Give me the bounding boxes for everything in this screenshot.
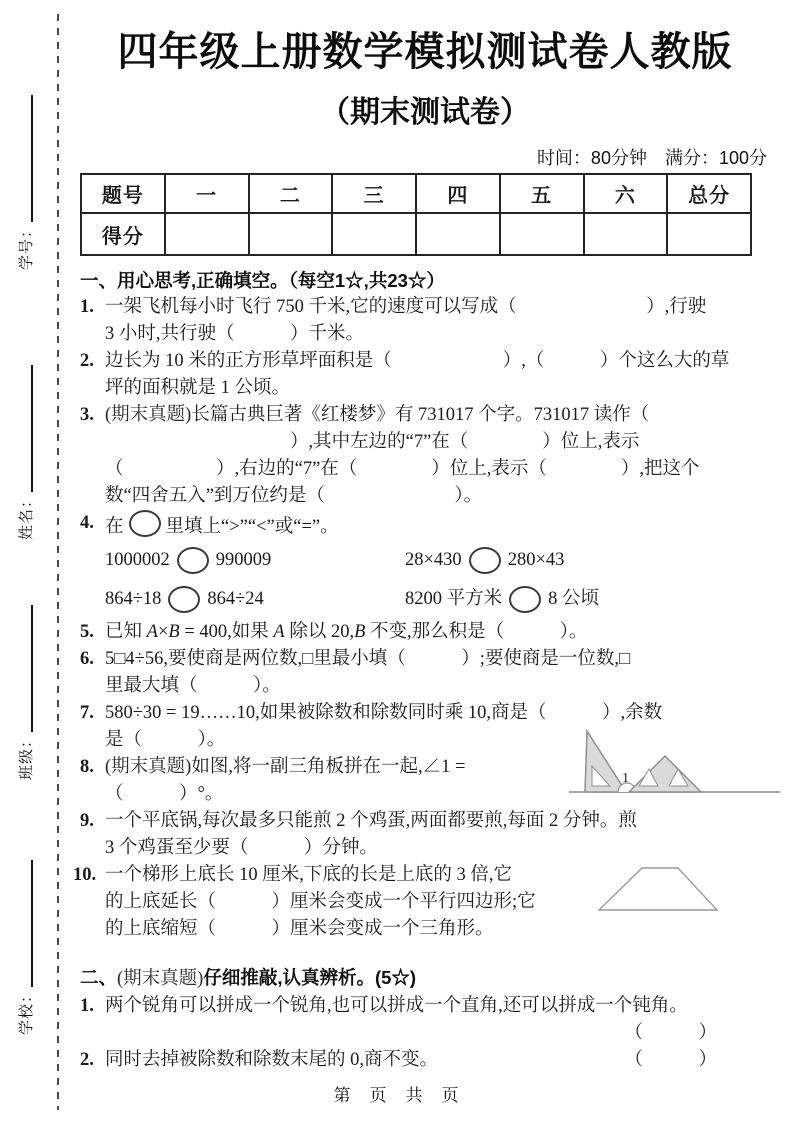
sidebar-field-school [6,860,44,1035]
score-table [80,173,752,256]
school-blank-line [18,860,33,987]
comparison-item [105,580,405,619]
answer-bracket: （ ） [624,1023,717,1043]
sidebar-field-name [6,365,44,540]
comparison-item [405,541,770,580]
score-empty-cell [332,213,416,255]
question-line: 数“四舍五入”到万位约是（ ）。 [105,486,483,506]
compare-circle-blank [168,586,200,613]
paper-subtitle: （期末测试卷） [320,96,530,129]
time-score-info: 时间：80分钟 满分：100分 [536,148,767,168]
question-line: ）,其中左边的“7”在（ ）位上,表示 [105,432,640,452]
score-row-label: 得分 [81,213,165,255]
judge-question-2 [80,1047,770,1074]
question-6 [80,646,770,700]
question-10 [73,862,770,943]
question-number: 4. [80,513,94,533]
question-number: 2. [80,1050,94,1070]
question-line: 一个梯形上底长 10 厘米,下底的长是上底的 3 倍,它 [105,865,513,885]
name-label: 姓名： [17,491,35,540]
question-line: （ ）°。 [105,784,224,804]
comparison-grid [105,541,770,619]
question-9 [80,808,770,862]
question-line: 边长为 10 米的正方形草坪面积是（ ）,（ ）个这么大的草 [105,351,730,371]
question-number: 5. [80,622,94,642]
score-table-cell: 五 [500,174,584,213]
score-table-cell: 题号 [81,174,165,213]
question-number: 1. [80,996,94,1016]
score-table-header-row [81,174,751,213]
question-8 [80,754,770,808]
compare-left: 8200 平方米 [405,589,503,609]
question-line: 的上底缩短（ ）厘米会变成一个三角形。 [105,919,494,939]
question-1 [80,294,770,348]
math-variable: A [146,622,158,642]
class-blank-line [18,605,33,732]
class-label: 班级： [17,731,35,780]
question-line: 一个平底锅,每次最多只能煎 2 个鸡蛋,两面都要煎,每面 2 分钟。煎 [105,811,637,831]
score-empty-cell [249,213,333,255]
question-number: 8. [80,757,94,777]
answer-bracket: （ ） [624,1050,717,1070]
score-table-cell: 六 [584,174,668,213]
section-number: 二、 [80,967,118,988]
student-id-label: 学号： [17,221,35,270]
section2-heading [80,964,770,993]
question-text: 在 [105,517,124,537]
question-line [105,510,770,541]
question-text: 里填上“>”“<”或“=”。 [165,517,339,537]
question-text: 长篇古典巨著《红楼梦》有 731017 个字。731017 读作（ [191,405,650,425]
question-line: 的上底延长（ ）厘米会变成一个平行四边形;它 [105,892,536,912]
page-footer: 第 页 共 页 [333,1086,460,1105]
question-text: 如图,将一副三角板拼在一起,∠1 = [191,757,466,777]
question-number: 3. [80,405,94,425]
judge-question-1 [80,993,770,1047]
question-line: 里最大填（ ）。 [105,676,281,696]
score-empty-cell [584,213,668,255]
score-empty-cell [500,213,584,255]
question-2 [80,348,770,402]
comparison-item [105,541,405,580]
section1-heading: 一、用心思考,正确填空。（每空1☆,共23☆） [80,270,445,291]
compare-right: 8 公顷 [548,589,600,609]
question-number: 10. [73,865,97,885]
compare-left: 1000002 [105,550,170,570]
compare-left: 28×430 [405,550,462,570]
question-number: 9. [80,811,94,831]
question-5 [80,619,770,646]
exam-source-tag: (期末真题) [105,405,192,425]
compare-circle-blank [177,547,209,574]
score-table-cell: 二 [249,174,333,213]
compare-right: 280×43 [507,550,565,570]
question-line [105,402,770,429]
math-variable: A [273,622,285,642]
score-table-cell: 一 [165,174,249,213]
question-line: 坪的面积就是 1 公顷。 [105,378,291,398]
paper-content [73,16,770,1074]
question-line: （ ）,右边的“7”在（ ）位上,表示（ ）,把这个 [105,459,700,479]
section-title: 仔细推敲,认真辨析。(5☆) [203,967,417,988]
exam-source-tag: (期末真题) [117,969,204,989]
score-empty-cell [416,213,500,255]
math-variable: B [354,622,366,642]
score-table-cell: 三 [332,174,416,213]
exam-source-tag: (期末真题) [105,757,192,777]
question-number: 7. [80,703,94,723]
question-number: 1. [80,297,94,317]
compare-right: 864÷24 [207,589,264,609]
student-id-blank-line [18,95,33,222]
score-table-score-row [81,213,751,255]
question-line: 580÷30 = 19……10,如果被除数和除数同时乘 10,商是（ ）,余数 [105,703,663,723]
question-line: 一架飞机每小时飞行 750 千米,它的速度可以写成（ ）,行驶 [105,297,707,317]
sidebar-field-class [6,605,44,780]
compare-circle-blank [469,547,501,574]
paper-title: 四年级上册数学模拟测试卷人教版 [117,30,733,74]
question-number: 2. [80,351,94,371]
question-line: 两个锐角可以拼成一个锐角,也可以拼成一个直角,还可以拼成一个钝角。 [105,996,688,1016]
angle-1-label: 1 [622,771,629,786]
question-3 [80,402,770,510]
question-line: 是（ ）。 [105,730,226,750]
sidebar-field-student-id [6,95,44,270]
score-table-cell: 四 [416,174,500,213]
comparison-item [405,580,770,619]
name-blank-line [18,365,33,492]
compare-left: 864÷18 [105,589,162,609]
score-empty-cell [667,213,751,255]
dashed-cut-line [57,14,59,1110]
question-line: 同时去掉被除数和除数末尾的 0,商不变。 [105,1050,439,1070]
compare-circle-blank [129,510,161,537]
set-squares-figure [566,726,784,808]
compare-circle-blank [509,586,541,613]
score-table-cell: 总分 [667,174,751,213]
question-4 [80,510,770,619]
compare-right: 990009 [215,550,272,570]
question-line: 已知 A×B = 400,如果 A 除以 20,B 不变,那么积是（ ）。 [105,622,588,642]
school-label: 学校： [17,986,35,1035]
question-line: 5□4÷56,要使商是两位数,□里最小填（ ）;要使商是一位数,□ [105,649,631,669]
question-line: 3 小时,共行驶（ ）千米。 [105,324,365,344]
question-line: 3 个鸡蛋至少要（ ）分钟。 [105,838,378,858]
trapezoid-figure [596,864,724,914]
question-number: 6. [80,649,94,669]
score-empty-cell [165,213,249,255]
math-variable: B [168,622,180,642]
